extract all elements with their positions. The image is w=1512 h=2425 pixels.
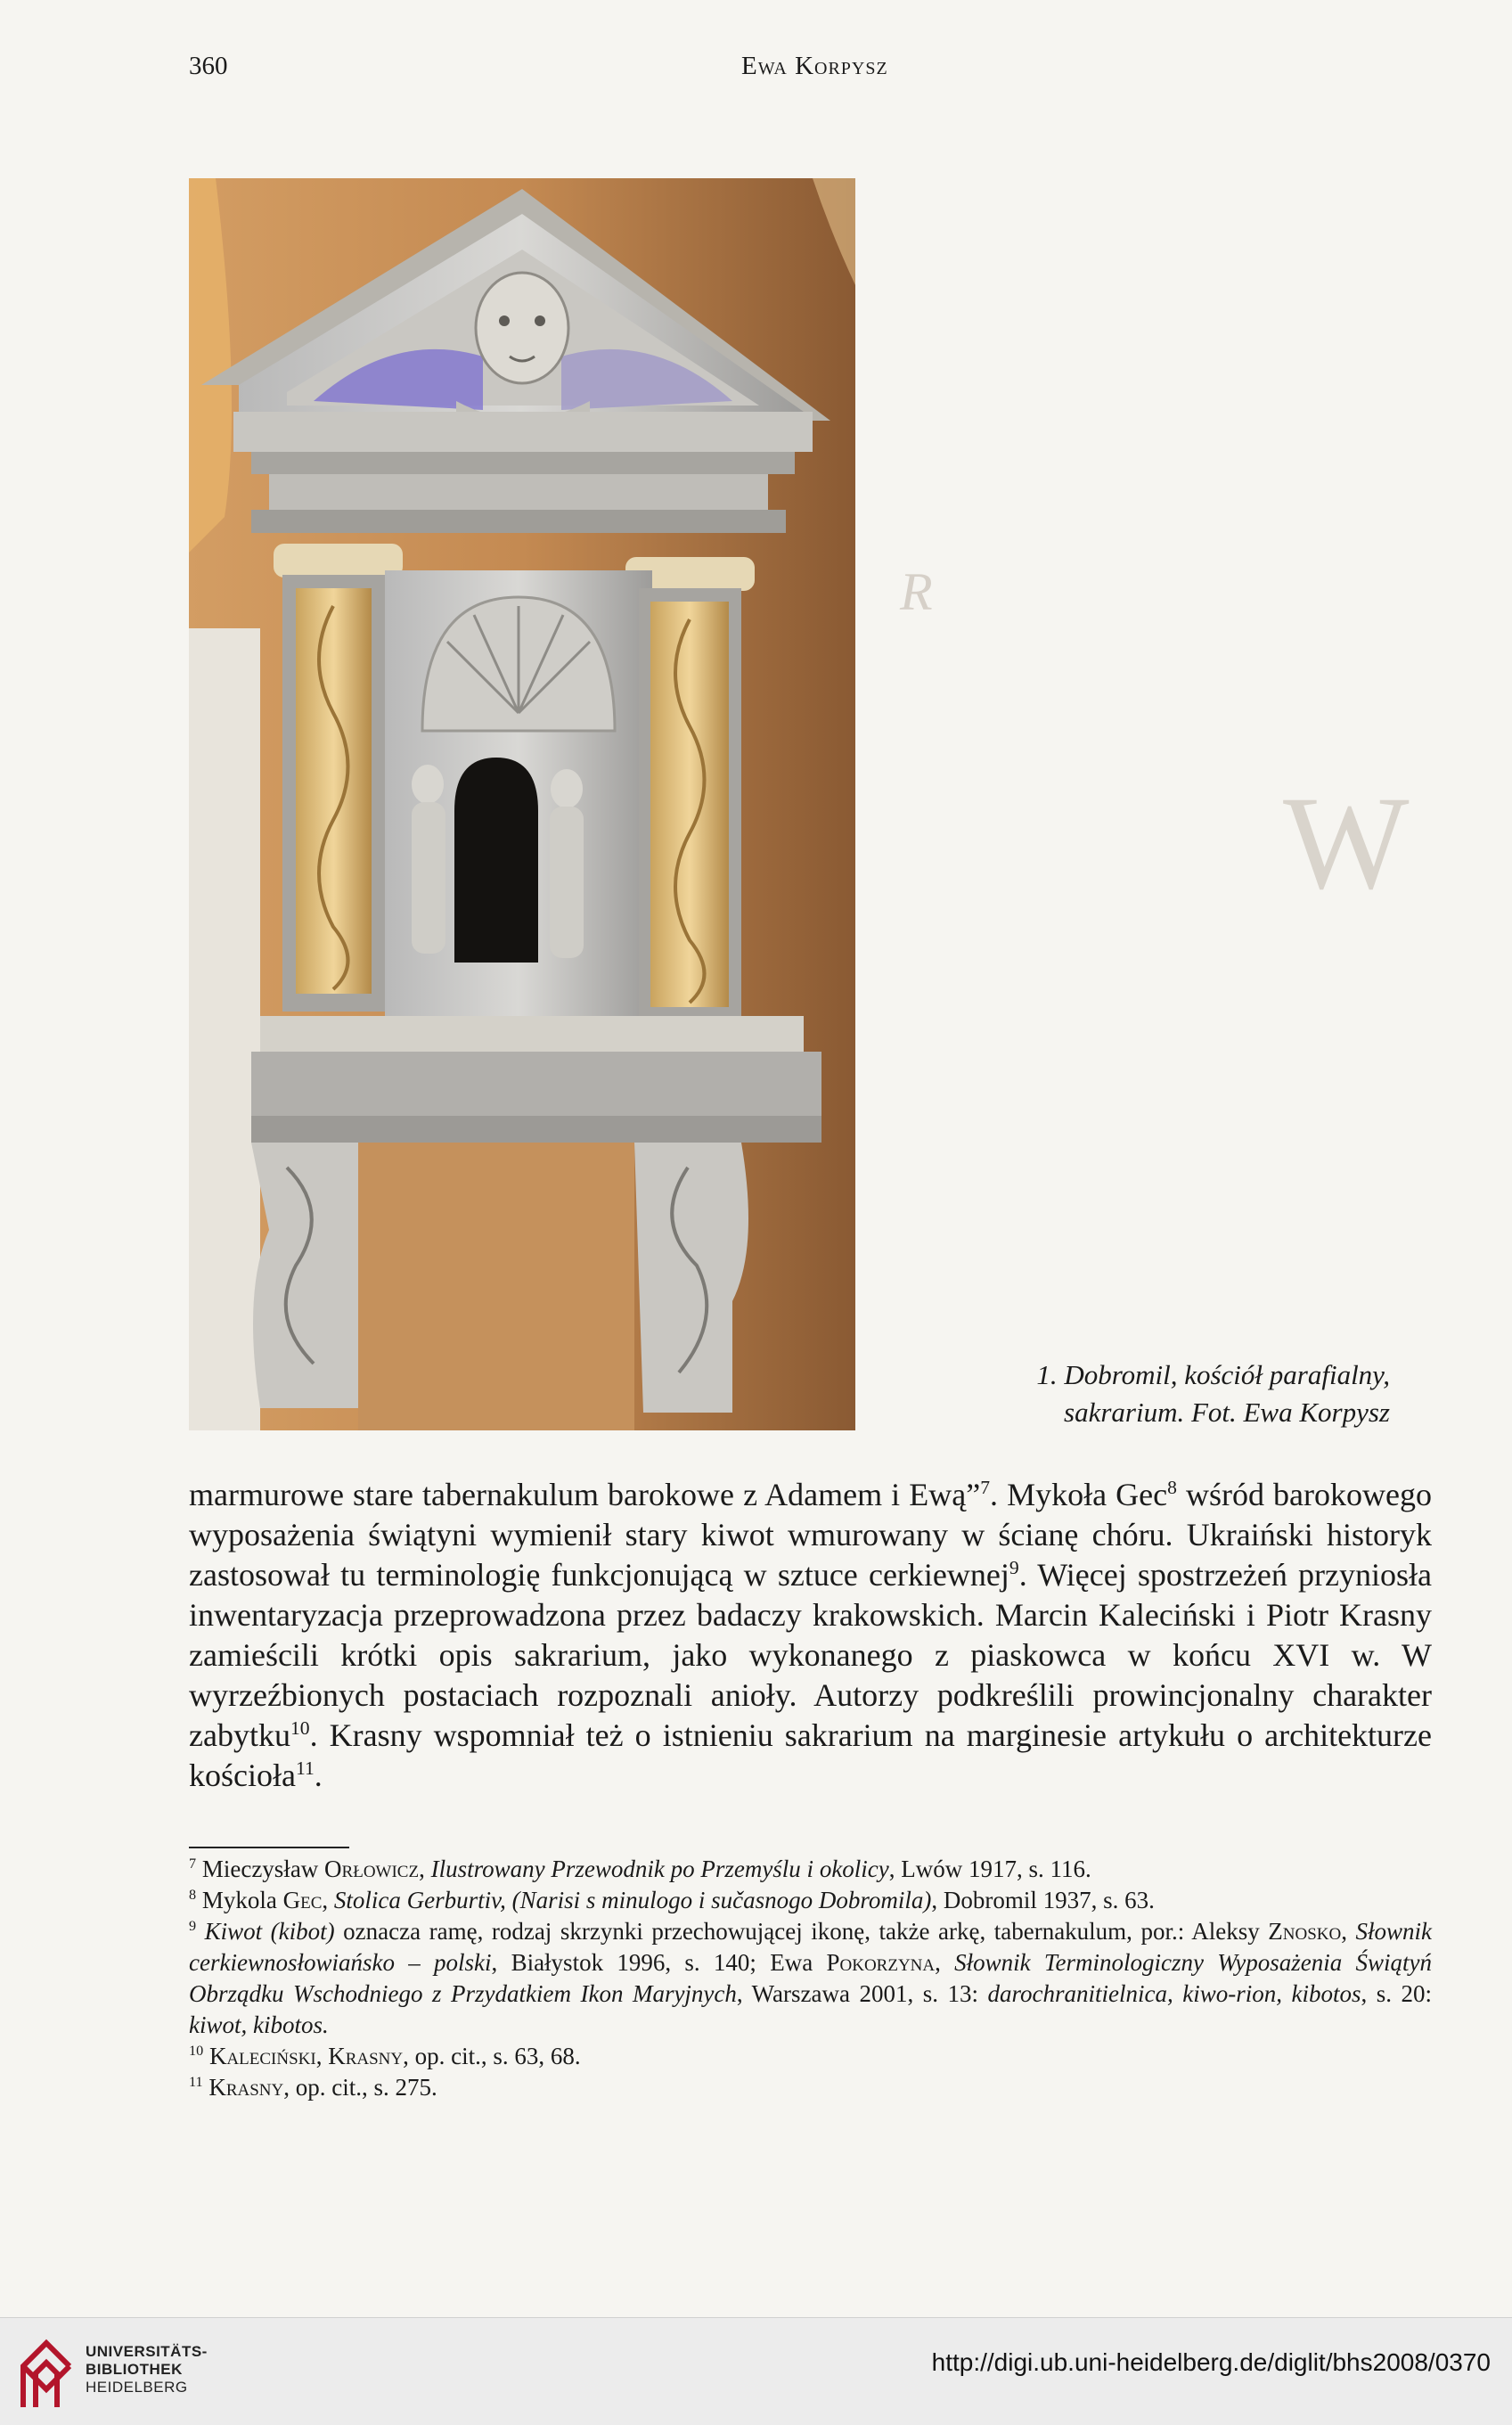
running-head: Ewa Korpysz [741, 52, 888, 80]
bleed-through-decoration: R [900, 562, 933, 621]
fn-text: , Warszawa 2001, s. 13: [736, 1980, 988, 2007]
fn-text [203, 2043, 209, 2069]
fn-text: , [1341, 1918, 1356, 1945]
footnote-divider [189, 1847, 349, 1848]
fn-author: Orłowicz [324, 1856, 420, 1882]
footnote-8 [189, 1885, 1432, 1916]
logo-line: BIBLIOTHEK [86, 2361, 183, 2378]
library-footer [0, 2317, 1512, 2425]
body-text-run: marmurowe stare tabernakulum barokowe z Adamem i Ewą” [189, 1477, 981, 1512]
footnote-number: 10 [189, 2043, 204, 2059]
fn-text: , op. cit., s. 63, 68. [403, 2043, 581, 2069]
footnote-ref[interactable]: 8 [1167, 1477, 1177, 1498]
footnote-ref[interactable]: 10 [290, 1717, 310, 1739]
footnote-ref[interactable]: 11 [295, 1757, 315, 1779]
fn-term: kiwot, kibotos. [189, 2011, 329, 2038]
fn-text: , s. 20: [1361, 1980, 1432, 2007]
fn-text: , Lwów 1917, s. 116. [888, 1856, 1091, 1882]
fn-title: Słownik Terminologiczny Wyposażenia Świątyń Obrządku Wschodniego z Przydatkiem Ikon Maryjnych [189, 1949, 1433, 2007]
fn-text: , op. cit., s. 275. [283, 2074, 437, 2101]
footnote-number: 11 [189, 2074, 203, 2090]
library-logo-text [86, 2343, 208, 2396]
fn-term: darochranitielnica, kiwo-rion, kibotos [987, 1980, 1361, 2007]
fn-text: , [322, 1887, 334, 1913]
fn-term: Kiwot (kibot) [196, 1918, 335, 1945]
footnote-11 [189, 2072, 1432, 2103]
figure-photo-sacrarium [189, 178, 855, 1430]
footnote-number: 9 [189, 1918, 197, 1934]
body-paragraph [189, 1475, 1432, 1796]
footnote-number: 7 [189, 1856, 197, 1872]
fn-text: , [419, 1856, 431, 1882]
permalink-url[interactable]: http://digi.ub.uni-heidelberg.de/diglit/bhs2008/0370 [931, 2348, 1491, 2376]
fn-author: Znosko [1268, 1918, 1342, 1945]
footnotes [189, 1854, 1432, 2103]
caption-line: sakrarium. Fot. Ewa Korpysz [1064, 1397, 1390, 1428]
fn-author: Gec [282, 1887, 323, 1913]
caption-line: 1. Dobromil, kościół parafialny, [1036, 1359, 1390, 1390]
logo-line: HEIDELBERG [86, 2379, 188, 2396]
sacrarium-photo [189, 178, 855, 1430]
fn-text: , [935, 1949, 955, 1976]
fn-text: Mieczysław [196, 1856, 325, 1882]
fn-title: Ilustrowany Przewodnik po Przemyślu i okolicy [430, 1856, 889, 1882]
body-text-run: . Krasny wspomniał też o istnieniu sakrarium na marginesie artykułu o architekturze kościoła [189, 1717, 1432, 1793]
fn-author: Kaleciński, Krasny [208, 2043, 404, 2069]
footnote-ref[interactable]: 7 [980, 1477, 990, 1498]
page-header [189, 52, 1436, 87]
fn-text: oznacza ramę, rodzaj skrzynki przechowującej ikonę, także arkę, tabernakulum, por.: Aleksy [334, 1918, 1269, 1945]
fn-text: , Białystok 1996, s. 140; Ewa [491, 1949, 827, 1976]
footnote-10 [189, 2041, 1432, 2072]
footnote-number: 8 [189, 1887, 197, 1903]
library-logo-icon[interactable] [16, 2331, 77, 2411]
fn-title: Słownik cerkiewnosłowiańsko – polski [189, 1918, 1432, 1976]
fn-text: , Dobromil 1937, s. 63. [931, 1887, 1155, 1913]
footnote-ref[interactable]: 9 [1009, 1557, 1019, 1578]
body-text-run: . Więcej spostrzeżeń przyniosła inwentaryzacja przeprowadzona przez badaczy krakowskich. Marcin Kaleciński i Piotr Krasny zamieścili krótki opis sakrarium, jako wykonanego z piaskowca w końcu XVI w. W wyrzeźbionych postaciach rozpoznali anioły. Autorzy podkreślili prowincjonalny charakter zabytku [189, 1557, 1433, 1753]
body-text-run: . Mykoła Gec [990, 1477, 1168, 1512]
footnote-7 [189, 1854, 1432, 1885]
figure-caption [891, 1356, 1390, 1431]
fn-text: Mykola [196, 1887, 283, 1913]
body-text-run: . [314, 1757, 323, 1793]
footnote-9 [189, 1916, 1432, 2041]
page-number: 360 [189, 52, 228, 80]
body-text-run: wśród barokowego wyposażenia świątyni wymienił stary kiwot wmurowany w ścianę chóru. Ukraiński historyk zastosował tu terminologię funkcjonującą w sztuce cerkiewnej [189, 1477, 1432, 1593]
bleed-through-decoration: W [1283, 769, 1410, 917]
fn-author: Pokorzyna [826, 1949, 936, 1976]
logo-line: UNIVERSITÄTS- [86, 2343, 208, 2360]
fn-author: Krasny [208, 2074, 284, 2101]
fn-title: Stolica Gerburtiv, (Narisi s minulogo i sučasnogo Dobromila) [333, 1887, 932, 1913]
